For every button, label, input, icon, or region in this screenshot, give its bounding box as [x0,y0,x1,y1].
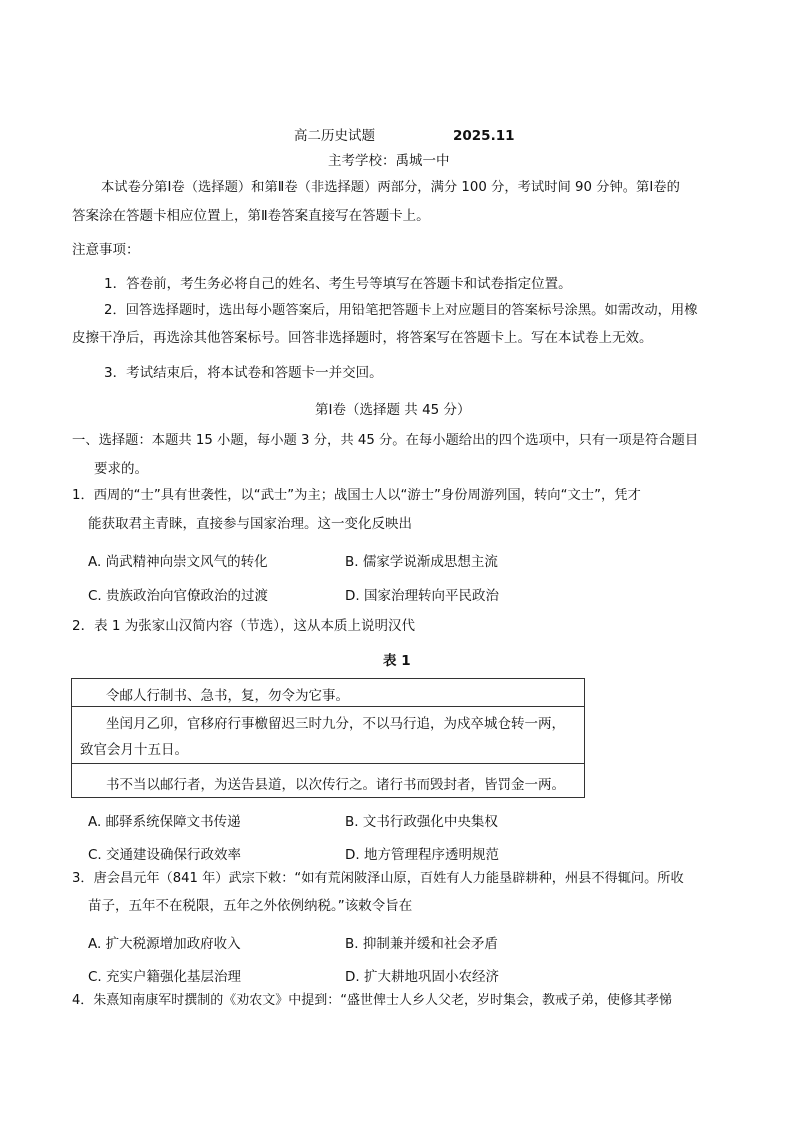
table-row-2a: 坐闰月乙卯，官移府行事檄留迟三时九分，不以马行追，为戍卒城仓转一两， [106,716,565,732]
exam-title: 高二历史试题 [294,128,375,144]
q1-stem-1: 1．西周的“士”具有世袭性，以“武士”为主；战国士人以“游士”身份周游列国，转向“文士”，凭才 [72,488,641,503]
q2-option-d: D. 地方管理程序透明规范 [345,847,499,863]
intro-line-2: 答案涂在答题卡相应位置上，第Ⅱ卷答案直接写在答题卡上。 [72,208,430,224]
q1-stem-2: 能获取君主青睐，直接参与国家治理。这一变化反映出 [88,516,412,532]
notice-item-2a: 2．回答选择题时，选出每小题答案后，用铅笔把答题卡上对应题目的答案标号涂黑。如需改动，用橡 [104,303,698,318]
notice-item-1: 1．答卷前，考生务必将自己的姓名、考生号等填写在答题卡和试卷指定位置。 [104,276,572,292]
q3-stem-1: 3．唐会昌元年（841 年）武宗下敕：“如有荒闲陂泽山原，百姓有人力能垦辟耕种，州县不得辄问。所收 [72,871,684,886]
table-divider-2 [72,763,584,764]
table-divider-1 [72,706,584,707]
q3-option-a: A. 扩大税源增加政府收入 [88,936,241,952]
notice-heading: 注意事项： [72,242,140,258]
section-instructions-1: 一、选择题：本题共 15 小题，每小题 3 分，共 45 分。在每小题给出的四个选项中，只有一项是符合题目 [72,433,699,448]
host-school: 主考学校：禹城一中 [328,153,450,169]
q3-stem-2: 苗子，五年不在税限，五年之外依例纳税。”该敕令旨在 [88,898,413,914]
table-title: 表 1 [383,653,411,669]
q2-option-c: C. 交通建设确保行政效率 [88,847,242,863]
q1-option-d: D. 国家治理转向平民政治 [345,588,499,604]
table-row-3: 书不当以邮行者，为送告县道，以次传行之。诸行书而毁封者，皆罚金一两。 [106,777,565,793]
q1-option-a: A. 尚武精神向崇文风气的转化 [88,554,268,570]
intro-line-1: 本试卷分第Ⅰ卷（选择题）和第Ⅱ卷（非选择题）两部分，满分 100 分，考试时间 90 分钟。第Ⅰ卷的 [101,180,680,195]
exam-date: 2025.11 [453,128,515,144]
notice-item-3: 3．考试结束后，将本试卷和答题卡一并交回。 [104,365,383,381]
q3-option-d: D. 扩大耕地巩固小农经济 [345,969,499,985]
notice-item-2b: 皮擦干净后，再选涂其他答案标号。回答非选择题时，将答案写在答题卡上。写在本试卷上无效。 [72,330,653,346]
table-row-1: 令邮人行制书、急书，复，勿令为它事。 [106,688,349,704]
q3-option-c: C. 充实户籍强化基层治理 [88,969,242,985]
section-title: 第Ⅰ卷（选择题 共 45 分） [315,402,471,418]
table-row-2b: 致官会月十五日。 [80,742,188,758]
q3-option-b: B. 抑制兼并缓和社会矛盾 [345,936,498,952]
q2-option-a: A. 邮驿系统保障文书传递 [88,814,241,830]
q2-stem: 2．表 1 为张家山汉简内容（节选），这从本质上说明汉代 [72,618,416,634]
q4-stem-1: 4．朱熹知南康军时撰制的《劝农文》中提到：“盛世俾士人乡人父老，岁时集会，教戒子弟，使修其孝悌 [72,993,673,1008]
source-table [71,678,585,798]
q2-option-b: B. 文书行政强化中央集权 [345,814,498,830]
q1-option-c: C. 贵族政治向官僚政治的过渡 [88,588,269,604]
section-instructions-2: 要求的。 [94,461,148,477]
q1-option-b: B. 儒家学说渐成思想主流 [345,554,498,570]
